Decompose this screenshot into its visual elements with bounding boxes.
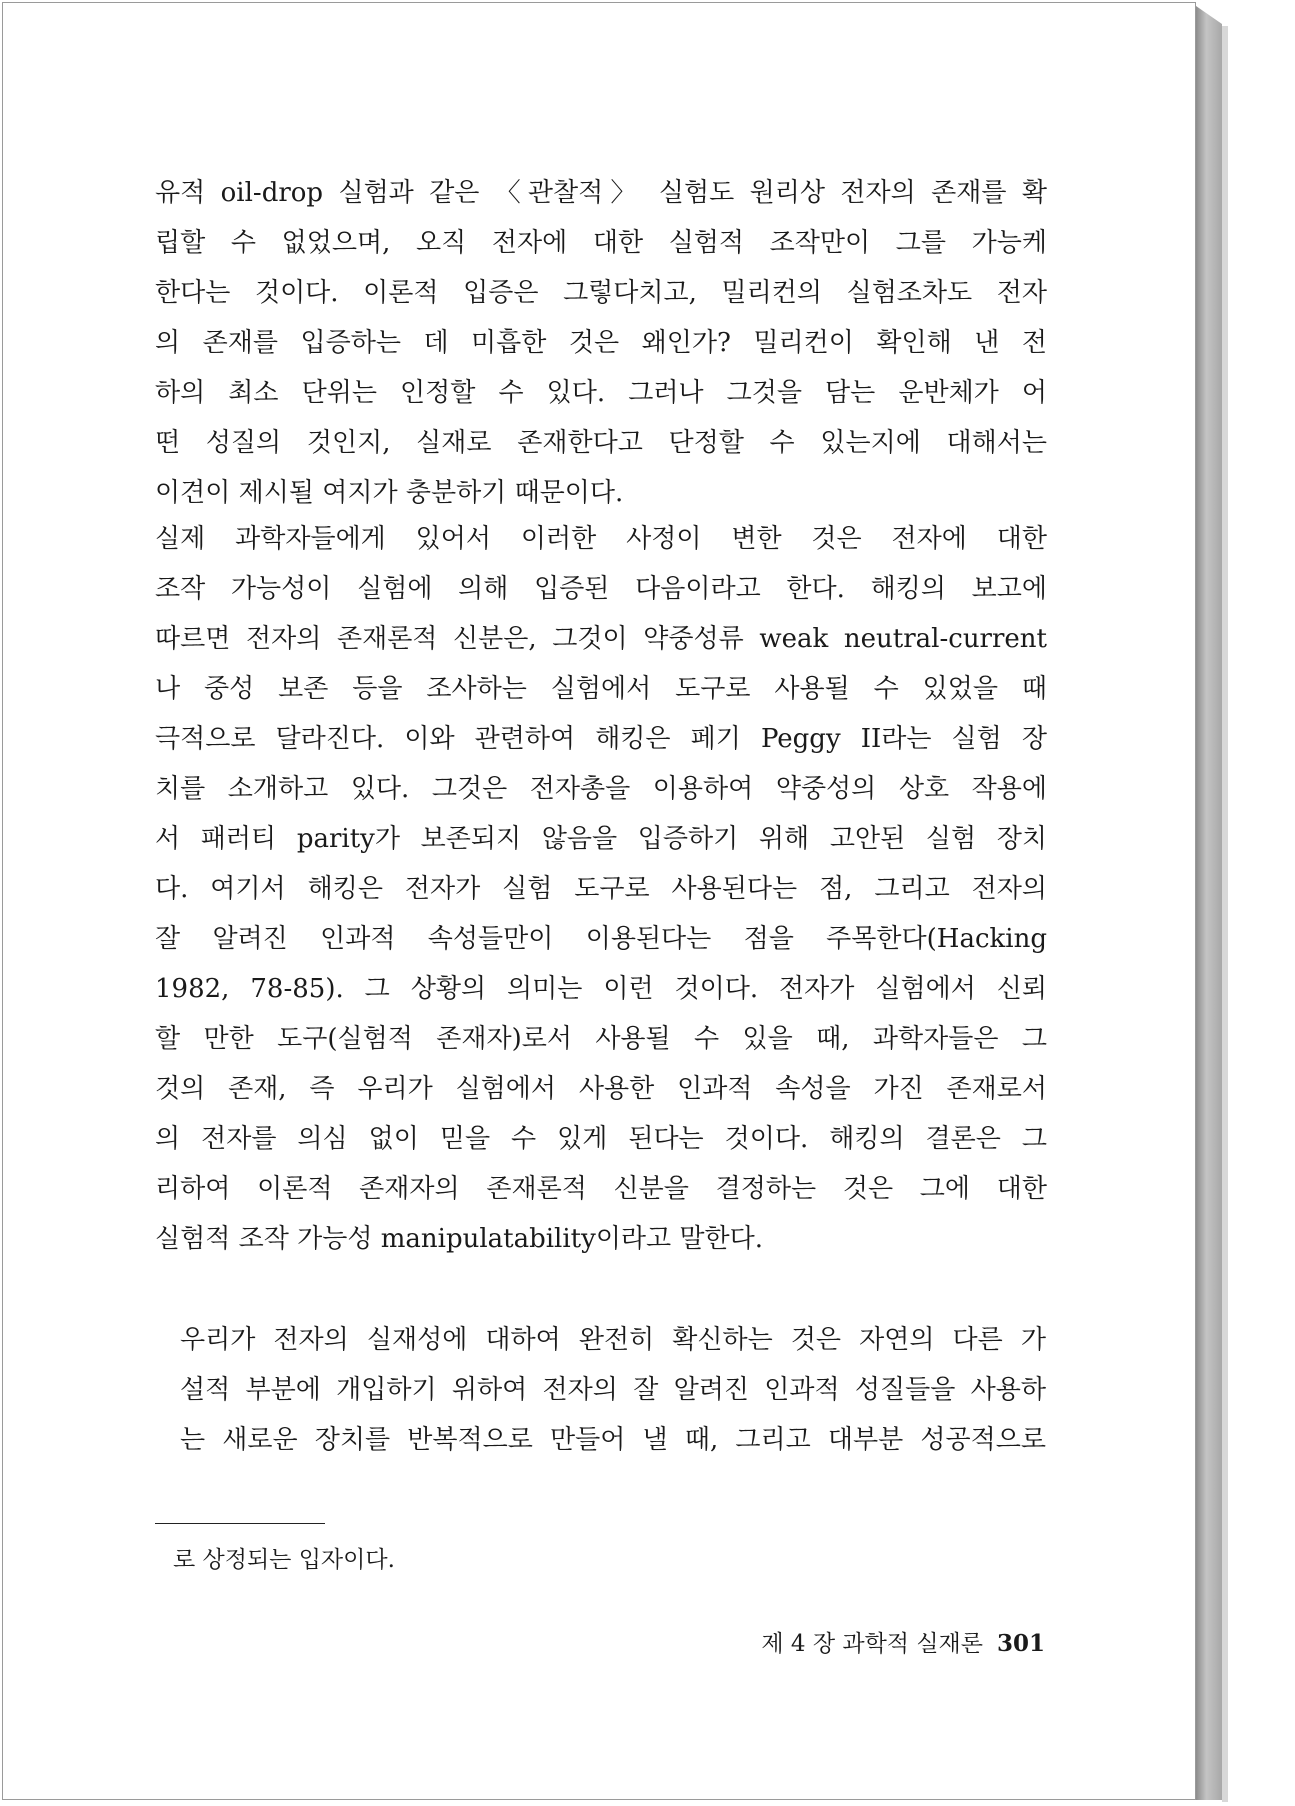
text-line: 다. 여기서 해킹은 전자가 실험 도구로 사용된다는 점, 그리고 전자의: [155, 874, 1047, 904]
page-edge-shadow: [1222, 26, 1228, 1802]
text-line: 것의 존재, 즉 우리가 실험에서 사용한 인과적 속성을 가진 존재로서: [155, 1074, 1047, 1104]
page-edge-shading: [1196, 6, 1222, 1800]
text-line: 립할 수 없었으며, 오직 전자에 대한 실험적 조작만이 그를 가능케: [155, 228, 1047, 258]
text-line: 실제 과학자들에게 있어서 이러한 사정이 변한 것은 전자에 대한: [155, 524, 1047, 554]
text-line: 잘 알려진 인과적 속성들만이 이용된다는 점을 주목한다(Hacking: [155, 924, 1047, 954]
text-line: 따르면 전자의 존재론적 신분은, 그것이 약중성류 weak neutral-current: [155, 624, 1047, 654]
text-line: 떤 성질의 것인지, 실재로 존재한다고 단정할 수 있는지에 대해서는: [155, 428, 1047, 458]
text-line: 이견이 제시될 여지가 충분하기 때문이다.: [155, 478, 624, 508]
text-line: 나 중성 보존 등을 조사하는 실험에서 도구로 사용될 수 있었을 때: [155, 674, 1047, 704]
text-line: 조작 가능성이 실험에 의해 입증된 다음이라고 한다. 해킹의 보고에: [155, 574, 1047, 604]
quote-line: 우리가 전자의 실재성에 대하여 완전히 확신하는 것은 자연의 다른 가: [180, 1325, 1046, 1355]
quote-line: 설적 부분에 개입하기 위하여 전자의 잘 알려진 인과적 성질들을 사용하: [180, 1375, 1046, 1405]
text-line: 의 전자를 의심 없이 믿을 수 있게 된다는 것이다. 해킹의 결론은 그: [155, 1124, 1047, 1154]
text-line: 하의 최소 단위는 인정할 수 있다. 그러나 그것을 담는 운반체가 어: [155, 378, 1047, 408]
text-line: 치를 소개하고 있다. 그것은 전자총을 이용하여 약중성의 상호 작용에: [155, 774, 1047, 804]
running-footer: [761, 1624, 1045, 1664]
text-line: 한다는 것이다. 이론적 입증은 그렇다치고, 밀리컨의 실험조차도 전자: [155, 278, 1047, 308]
text-line: 의 존재를 입증하는 데 미흡한 것은 왜인가? 밀리컨이 확인해 낸 전: [155, 328, 1047, 358]
text-line: 유적 oil-drop 실험과 같은 〈관찰적〉 실험도 원리상 전자의 존재를 확: [155, 178, 1047, 208]
text-line: 할 만한 도구(실험적 존재자)로서 사용될 수 있을 때, 과학자들은 그: [155, 1024, 1047, 1054]
text-line: 리하여 이론적 존재자의 존재론적 신분을 결정하는 것은 그에 대한: [155, 1174, 1047, 1204]
page-number: 301: [996, 1630, 1045, 1657]
block-quote: [180, 1315, 1046, 1465]
chapter-title: 제 4 장 과학적 실재론: [761, 1631, 983, 1657]
footnote-divider: [155, 1523, 325, 1524]
paragraph-2: [155, 514, 1047, 1264]
text-line: 극적으로 달라진다. 이와 관련하여 해킹은 페기 Peggy II라는 실험 장: [155, 724, 1047, 754]
text-line: 실험적 조작 가능성 manipulatability이라고 말한다.: [155, 1224, 764, 1254]
paragraph-1: [155, 168, 1047, 518]
text-line: 1982, 78-85). 그 상황의 의미는 이런 것이다. 전자가 실험에서 신뢰: [155, 974, 1047, 1004]
quote-line: 는 새로운 장치를 반복적으로 만들어 낼 때, 그리고 대부분 성공적으로: [180, 1425, 1046, 1455]
footnote-text: 로 상정되는 입자이다.: [173, 1547, 395, 1573]
text-line: 서 패러티 parity가 보존되지 않음을 입증하기 위해 고안된 실험 장치: [155, 824, 1047, 854]
